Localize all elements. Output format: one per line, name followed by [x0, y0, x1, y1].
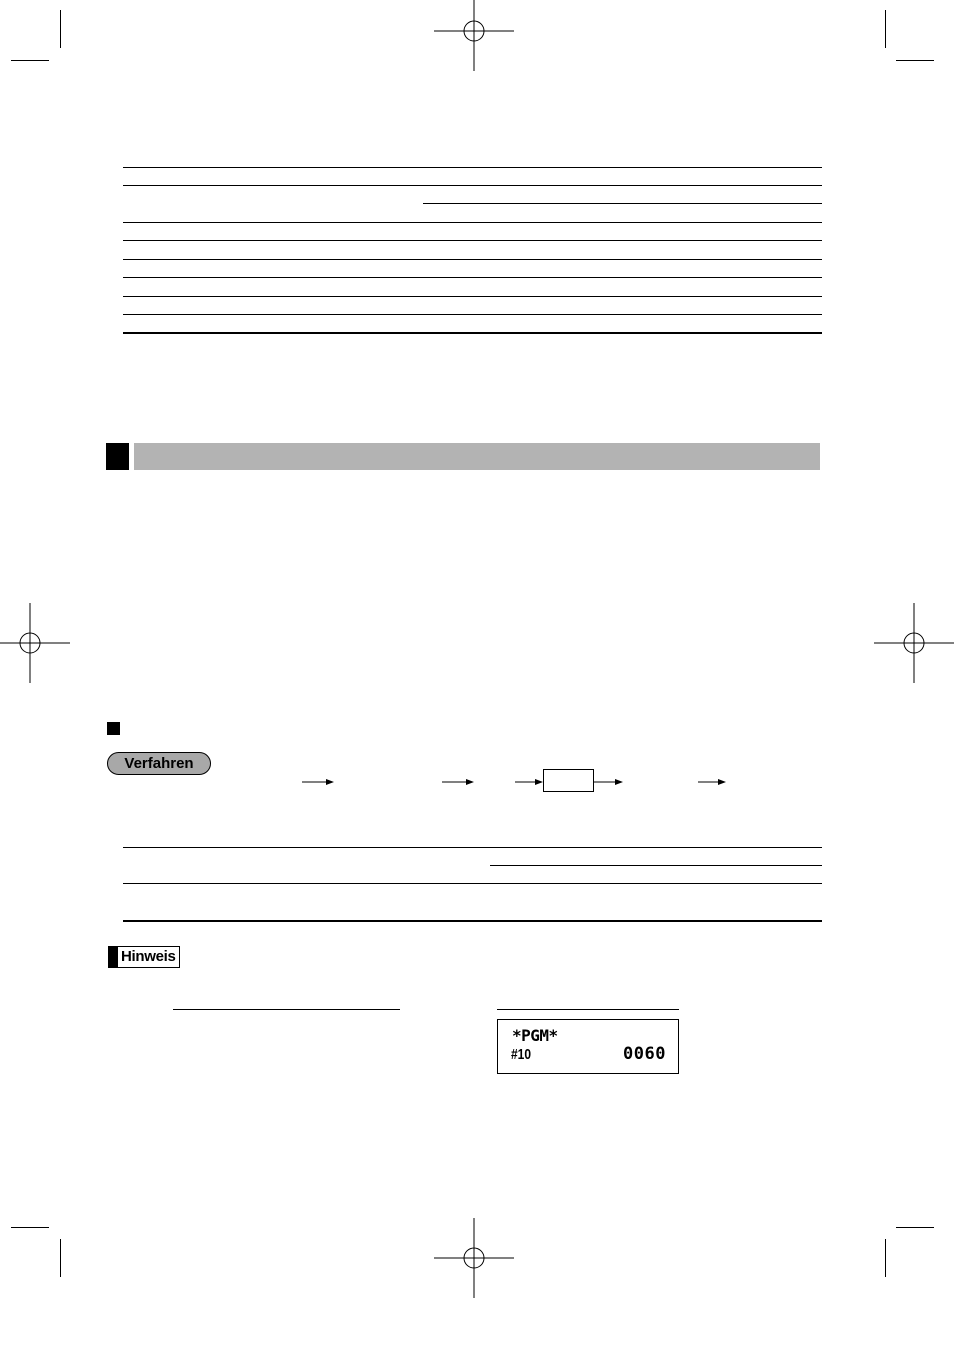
- note-label-text: Hinweis: [121, 948, 176, 965]
- arrow-right-icon: [302, 777, 334, 787]
- arrow-right-icon: [442, 777, 474, 787]
- registration-mark-icon: [0, 603, 70, 683]
- square-bullet-icon: [107, 722, 120, 735]
- section-number-block: [106, 443, 129, 470]
- note-label: [108, 946, 180, 968]
- display-line-1: *PGM*: [512, 1026, 558, 1045]
- section-heading-bar: [134, 443, 820, 470]
- printout-display: [497, 1019, 679, 1074]
- registration-mark-icon: [434, 0, 514, 71]
- display-line-2-left: #10: [511, 1046, 532, 1063]
- registration-mark-icon: [434, 1218, 514, 1298]
- arrow-right-icon: [515, 777, 543, 787]
- arrow-right-icon: [698, 777, 726, 787]
- arrow-right-icon: [594, 777, 623, 787]
- key-box: [543, 769, 594, 792]
- display-line-2-right: 0060: [623, 1044, 666, 1064]
- registration-mark-icon: [874, 603, 954, 683]
- procedure-label: Verfahren: [107, 752, 211, 775]
- underline-right: [497, 1009, 679, 1010]
- underline-left: [173, 1009, 400, 1010]
